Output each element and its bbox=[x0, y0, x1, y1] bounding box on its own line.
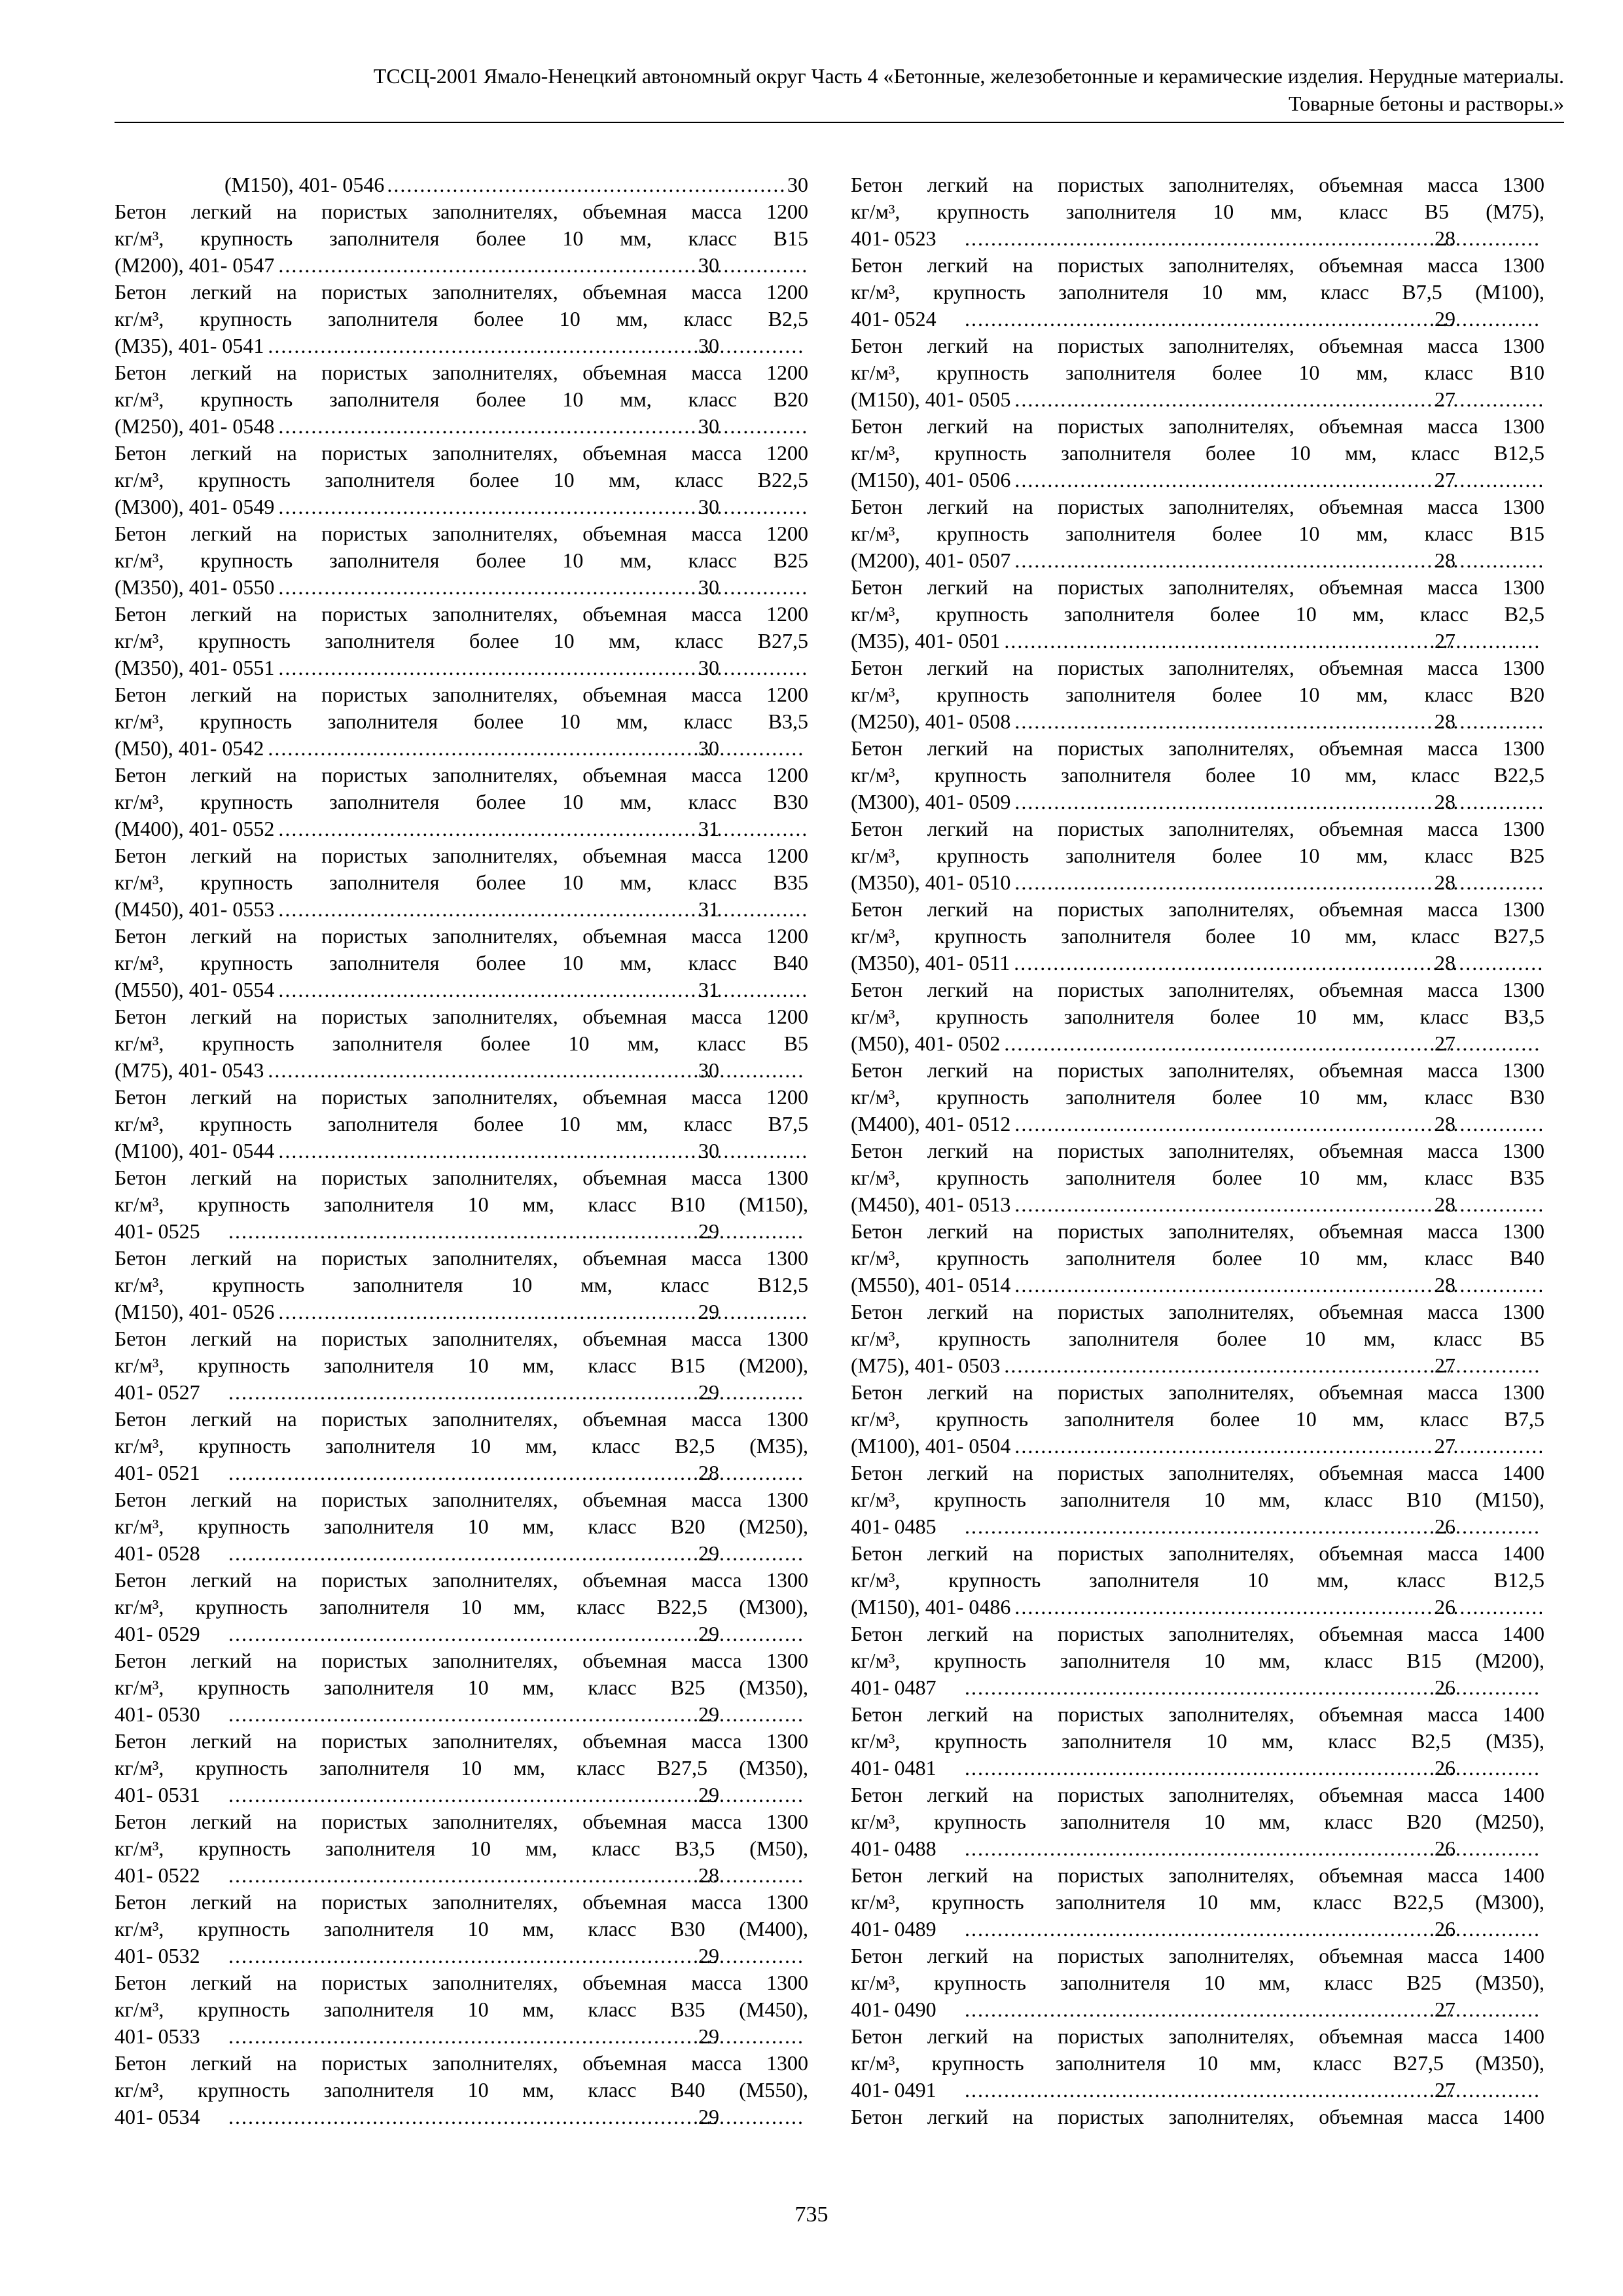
entry-text-line: Бетон легкий на пористых заполнителях, объемная масса 1300 bbox=[115, 1810, 808, 1833]
entry-code: (М100), 401- 0504 bbox=[851, 1434, 1011, 1458]
dot-leader bbox=[1003, 1352, 1542, 1379]
entry-tail: 401- 0490 . . . 27 bbox=[961, 1996, 1544, 2023]
entry-text-line: Бетон легкий на пористых заполнителях, объемная масса 1400 bbox=[851, 2105, 1544, 2128]
index-entry bbox=[851, 735, 1544, 816]
entry-text-line: Бетон легкий на пористых заполнителях, объемная масса 1200 bbox=[115, 361, 808, 384]
index-entry bbox=[851, 574, 1544, 655]
entry-text-line: кг/м³, крупность заполнителя более 10 мм, класс В35 bbox=[115, 870, 808, 894]
index-entry bbox=[851, 493, 1544, 574]
index-entry bbox=[115, 1728, 808, 1808]
index-entry bbox=[851, 1621, 1544, 1701]
entry-text-line: Бетон легкий на пористых заполнителях, объемная масса 1300 bbox=[851, 1300, 1544, 1323]
entry-code: (М150), 401- 0526 bbox=[115, 1300, 275, 1323]
dot-leader bbox=[1013, 547, 1542, 574]
dot-leader bbox=[266, 1057, 806, 1084]
entry-text-line: кг/м³, крупность заполнителя более 10 мм, класс В20 bbox=[851, 683, 1544, 706]
entry-text-line: Бетон легкий на пористых заполнителях, объемная масса 1400 bbox=[851, 1863, 1544, 1887]
entry-text-line: Бетон легкий на пористых заполнителях, объемная масса 1400 bbox=[851, 1944, 1544, 1967]
entry-tail: 401- 0534 . . . 29 bbox=[224, 2104, 808, 2130]
entry-text-line: кг/м³, крупность заполнителя более 10 мм, класс В2,5 bbox=[115, 307, 808, 331]
entry-tail: 401- 0525 . . . 29 bbox=[224, 1218, 808, 1245]
entry-text-line: кг/м³, крупность заполнителя более 10 мм, класс В27,5 bbox=[851, 924, 1544, 948]
index-entry bbox=[115, 1003, 808, 1084]
dot-leader bbox=[277, 413, 806, 440]
entry-text-line: Бетон легкий на пористых заполнителях, объемная масса 1300 bbox=[115, 1488, 808, 1511]
entry-code: (М150), 401- 0486 bbox=[851, 1595, 1011, 1619]
entry-text-line: кг/м³, крупность заполнителя 10 мм, класс В27,5 (М350), bbox=[851, 2051, 1544, 2075]
dot-leader bbox=[277, 655, 806, 681]
entry-code: (М150), 401- 0506 bbox=[851, 468, 1011, 492]
entry-code: (М50), 401- 0502 bbox=[851, 1031, 1001, 1055]
entry-text-line: кг/м³, крупность заполнителя более 10 мм, класс В15 bbox=[115, 226, 808, 250]
entry-text-line: Бетон легкий на пористых заполнителях, объемная масса 1400 bbox=[851, 1622, 1544, 1645]
dot-leader bbox=[1003, 628, 1542, 655]
entry-tail: 401- 0523 . . . 28 bbox=[961, 225, 1544, 252]
entry-text-line: Бетон легкий на пористых заполнителях, объемная масса 1200 bbox=[115, 280, 808, 304]
dot-leader bbox=[1013, 467, 1542, 493]
entry-tail: (М550), 401- 0514 . . . 28 bbox=[961, 1272, 1544, 1299]
dot-leader bbox=[1013, 789, 1542, 816]
index-entry bbox=[851, 655, 1544, 735]
entry-text-line: Бетон легкий на пористых заполнителях, объемная масса 1400 bbox=[851, 1541, 1544, 1565]
entry-tail: (М200), 401- 0507 . . . 28 bbox=[961, 547, 1544, 574]
entry-text-line: Бетон легкий на пористых заполнителях, объемная масса 1300 bbox=[851, 173, 1544, 196]
entry-tail: (М350), 401- 0551 . . . 30 bbox=[224, 655, 808, 681]
entry-tail: (М150), 401- 0526 . . . 29 bbox=[224, 1299, 808, 1325]
entry-tail: 401- 0528 . . . 29 bbox=[224, 1540, 808, 1567]
entry-tail: 401- 0527 . . . 29 bbox=[224, 1379, 808, 1406]
entry-text-line: кг/м³, крупность заполнителя более 10 мм, класс В12,5 bbox=[851, 441, 1544, 465]
entry-text-line: кг/м³, крупность заполнителя более 10 мм, класс В7,5 bbox=[851, 1407, 1544, 1431]
dot-leader bbox=[266, 735, 806, 762]
header-divider bbox=[115, 122, 1564, 123]
entry-code: (М450), 401- 0553 bbox=[115, 897, 275, 921]
entry-text-line: кг/м³, крупность заполнителя более 10 мм, класс В25 bbox=[851, 844, 1544, 867]
entry-text-line: Бетон легкий на пористых заполнителях, объемная масса 1300 bbox=[115, 1246, 808, 1270]
index-entry bbox=[115, 198, 808, 279]
entry-text-line: Бетон легкий на пористых заполнителях, объемная масса 1300 bbox=[851, 817, 1544, 840]
entry-tail: 401- 0481 . . . 26 bbox=[961, 1755, 1544, 1782]
entry-text-line: Бетон легкий на пористых заполнителях, объемная масса 1300 bbox=[115, 1327, 808, 1350]
dot-leader bbox=[277, 977, 806, 1003]
entry-text-line: кг/м³, крупность заполнителя более 10 мм, класс В22,5 bbox=[115, 468, 808, 492]
index-entry-continued bbox=[115, 171, 808, 198]
entry-tail: 401- 0489 . . . 26 bbox=[961, 1916, 1544, 1943]
entry-tail: (М50), 401- 0502 . . . 27 bbox=[961, 1030, 1544, 1057]
index-entry bbox=[851, 332, 1544, 413]
entry-text-line: кг/м³, крупность заполнителя 10 мм, класс В7,5 (М100), bbox=[851, 280, 1544, 304]
entry-text-line: кг/м³, крупность заполнителя 10 мм, класс В12,5 bbox=[115, 1273, 808, 1297]
entry-code: (М150), 401- 0546 bbox=[224, 173, 385, 196]
entry-text-line: Бетон легкий на пористых заполнителях, объемная масса 1300 bbox=[851, 575, 1544, 599]
index-entry-partial bbox=[851, 2104, 1544, 2130]
entry-text-line: кг/м³, крупность заполнителя более 10 мм, класс В30 bbox=[851, 1085, 1544, 1109]
entry-text-line: Бетон легкий на пористых заполнителях, объемная масса 1300 bbox=[851, 334, 1544, 357]
entry-code: (М75), 401- 0543 bbox=[115, 1058, 264, 1082]
index-entry bbox=[851, 1138, 1544, 1218]
entry-tail: 401- 0521 . . . 28 bbox=[224, 1460, 808, 1486]
entry-code: (М550), 401- 0554 bbox=[115, 978, 275, 1001]
entry-tail: 401- 0522 . . . 28 bbox=[224, 1862, 808, 1889]
entry-text-line: кг/м³, крупность заполнителя 10 мм, класс В22,5 (М300), bbox=[115, 1595, 808, 1619]
entry-text-line: кг/м³, крупность заполнителя более 10 мм, класс В30 bbox=[115, 790, 808, 814]
entry-text-line: Бетон легкий на пористых заполнителях, объемная масса 1300 bbox=[115, 1407, 808, 1431]
entry-text-line: кг/м³, крупность заполнителя 10 мм, класс В27,5 (М350), bbox=[115, 1756, 808, 1780]
index-entry bbox=[115, 440, 808, 520]
dot-leader bbox=[1013, 1272, 1542, 1299]
entry-tail: (М550), 401- 0554 . . . 31 bbox=[224, 977, 808, 1003]
entry-text-line: кг/м³, крупность заполнителя более 10 мм, класс В3,5 bbox=[115, 709, 808, 733]
entry-text-line: Бетон легкий на пористых заполнителях, объемная масса 1300 bbox=[115, 1729, 808, 1753]
entry-text-line: кг/м³, крупность заполнителя 10 мм, класс В10 (М150), bbox=[115, 1193, 808, 1216]
entry-tail: (М200), 401- 0547 . . . 30 bbox=[224, 252, 808, 279]
entry-text-line: кг/м³, крупность заполнителя более 10 мм, класс В40 bbox=[115, 951, 808, 975]
entry-tail: 401- 0524 . . . 29 bbox=[961, 306, 1544, 332]
index-entry bbox=[115, 359, 808, 440]
entry-text-line: Бетон легкий на пористых заполнителях, объемная масса 1300 bbox=[115, 2051, 808, 2075]
entry-text-line: Бетон легкий на пористых заполнителях, объемная масса 1200 bbox=[115, 602, 808, 626]
entry-tail: (М350), 401- 0511 . . . 28 bbox=[961, 950, 1544, 977]
index-entry bbox=[115, 1647, 808, 1728]
entry-tail: (М350), 401- 0510 . . . 28 bbox=[961, 869, 1544, 896]
entry-text-line: Бетон легкий на пористых заполнителях, объемная масса 1200 bbox=[115, 522, 808, 545]
entry-text-line: кг/м³, крупность заполнителя более 10 мм, класс В5 bbox=[851, 1327, 1544, 1350]
index-entry bbox=[851, 1701, 1544, 1782]
entry-tail: (М150), 401- 0486 . . . 26 bbox=[961, 1594, 1544, 1621]
index-entry bbox=[851, 896, 1544, 977]
dot-leader bbox=[1013, 708, 1542, 735]
index-entry bbox=[115, 1325, 808, 1406]
entry-text-line: кг/м³, крупность заполнителя более 10 мм, класс В20 bbox=[115, 387, 808, 411]
index-entry bbox=[115, 1969, 808, 2050]
entry-tail: (М250), 401- 0508 . . . 28 bbox=[961, 708, 1544, 735]
entry-text-line: Бетон легкий на пористых заполнителях, объемная масса 1200 bbox=[115, 763, 808, 787]
entry-tail: (М450), 401- 0553 . . . 31 bbox=[224, 896, 808, 923]
index-entry bbox=[115, 681, 808, 762]
entry-text-line: кг/м³, крупность заполнителя 10 мм, класс В5 (М75), bbox=[851, 200, 1544, 223]
index-entry bbox=[115, 923, 808, 1003]
index-entry bbox=[851, 1460, 1544, 1540]
entry-text-line: кг/м³, крупность заполнителя 10 мм, класс В2,5 (М35), bbox=[851, 1729, 1544, 1753]
running-header bbox=[115, 62, 1564, 117]
entry-tail bbox=[224, 171, 808, 198]
page-number: 735 bbox=[794, 2202, 829, 2227]
entry-tail: 401- 0491 . . . 27 bbox=[961, 2077, 1544, 2104]
index-entry bbox=[115, 1245, 808, 1325]
entry-tail: (М150), 401- 0506 . . . 27 bbox=[961, 467, 1544, 493]
entry-tail: 401- 0487 . . . 26 bbox=[961, 1674, 1544, 1701]
index-column-left bbox=[115, 171, 808, 2130]
entry-text-line: Бетон легкий на пористых заполнителях, объемная масса 1200 bbox=[115, 924, 808, 948]
entry-text-line: кг/м³, крупность заполнителя более 10 мм, класс В3,5 bbox=[851, 1005, 1544, 1028]
entry-text-line: Бетон легкий на пористых заполнителях, объемная масса 1200 bbox=[115, 441, 808, 465]
index-entry bbox=[851, 977, 1544, 1057]
entry-code: (М250), 401- 0508 bbox=[851, 709, 1011, 733]
entry-text-line: кг/м³, крупность заполнителя 10 мм, класс В30 (М400), bbox=[115, 1917, 808, 1941]
entry-code: (М100), 401- 0544 bbox=[115, 1139, 275, 1162]
index-entry bbox=[115, 520, 808, 601]
dot-leader bbox=[1013, 1111, 1542, 1138]
index-entry bbox=[115, 1084, 808, 1164]
index-entry bbox=[851, 1862, 1544, 1943]
entry-code: (М550), 401- 0514 bbox=[851, 1273, 1011, 1297]
index-entry bbox=[115, 762, 808, 842]
entry-text-line: Бетон легкий на пористых заполнителях, объемная масса 1300 bbox=[851, 978, 1544, 1001]
entry-text-line: Бетон легкий на пористых заполнителях, объемная масса 1300 bbox=[851, 897, 1544, 921]
dot-leader bbox=[1013, 386, 1542, 413]
dot-leader bbox=[277, 816, 806, 842]
dot-leader bbox=[1012, 950, 1542, 977]
entry-text-line: Бетон легкий на пористых заполнителях, объемная масса 1200 bbox=[115, 200, 808, 223]
entry-code: (М300), 401- 0509 bbox=[851, 790, 1011, 814]
entry-text-line: кг/м³, крупность заполнителя более 10 мм, класс В35 bbox=[851, 1166, 1544, 1189]
entry-text-line: кг/м³, крупность заполнителя 10 мм, класс В40 (М550), bbox=[115, 2078, 808, 2102]
entry-text-line: Бетон легкий на пористых заполнителях, объемная масса 1300 bbox=[851, 1219, 1544, 1243]
entry-text-line: кг/м³, крупность заполнителя 10 мм, класс В25 (М350), bbox=[115, 1676, 808, 1699]
index-entry bbox=[851, 1943, 1544, 2023]
entry-code: (М50), 401- 0542 bbox=[115, 736, 264, 760]
index-entry bbox=[115, 1406, 808, 1486]
entry-text-line: кг/м³, крупность заполнителя более 10 мм, класс В25 bbox=[115, 548, 808, 572]
entry-tail: (М250), 401- 0548 . . . 30 bbox=[224, 413, 808, 440]
entry-code: (М400), 401- 0512 bbox=[851, 1112, 1011, 1136]
index-entry bbox=[115, 601, 808, 681]
entry-code: (М350), 401- 0550 bbox=[115, 575, 275, 599]
entry-text-line: кг/м³, крупность заполнителя 10 мм, класс В20 (М250), bbox=[115, 1515, 808, 1538]
entry-tail: (М400), 401- 0552 . . . 31 bbox=[224, 816, 808, 842]
entry-tail: (М300), 401- 0549 . . . 30 bbox=[224, 493, 808, 520]
entry-code: (М350), 401- 0551 bbox=[115, 656, 275, 679]
entry-code: (М450), 401- 0513 bbox=[851, 1193, 1011, 1216]
dot-leader bbox=[277, 1299, 806, 1325]
entry-text-line: кг/м³, крупность заполнителя более 10 мм, класс В40 bbox=[851, 1246, 1544, 1270]
entry-tail: 401- 0531 . . . 29 bbox=[224, 1782, 808, 1808]
entry-code: (М350), 401- 0511 bbox=[851, 951, 1010, 975]
index-column-right bbox=[851, 171, 1544, 2130]
entry-code: (М200), 401- 0547 bbox=[115, 253, 275, 277]
entry-text-line: Бетон легкий на пористых заполнителях, объемная масса 1300 bbox=[115, 1890, 808, 1914]
entry-tail: (М35), 401- 0501 . . . 27 bbox=[961, 628, 1544, 655]
entry-text-line: Бетон легкий на пористых заполнителях, объемная масса 1300 bbox=[851, 1139, 1544, 1162]
entry-text-line: Бетон легкий на пористых заполнителях, объемная масса 1300 bbox=[115, 1971, 808, 1994]
entry-text-line: кг/м³, крупность заполнителя 10 мм, класс В15 (М200), bbox=[851, 1649, 1544, 1672]
entry-text-line: Бетон легкий на пористых заполнителях, объемная масса 1300 bbox=[851, 656, 1544, 679]
entry-text-line: кг/м³, крупность заполнителя более 10 мм, класс В5 bbox=[115, 1031, 808, 1055]
dot-leader bbox=[1013, 1433, 1542, 1460]
entry-code: (М35), 401- 0541 bbox=[115, 334, 264, 357]
entry-code: (М150), 401- 0505 bbox=[851, 387, 1011, 411]
entry-text-line: кг/м³, крупность заполнителя 10 мм, класс В25 (М350), bbox=[851, 1971, 1544, 1994]
index-entry bbox=[115, 842, 808, 923]
entry-tail: (М75), 401- 0543 . . . 30 bbox=[224, 1057, 808, 1084]
entry-tail: (М100), 401- 0544 . . . 30 bbox=[224, 1138, 808, 1164]
entry-text-line: кг/м³, крупность заполнителя более 10 мм, класс В27,5 bbox=[115, 629, 808, 653]
entry-code: (М35), 401- 0501 bbox=[851, 629, 1001, 653]
entry-code: (М250), 401- 0548 bbox=[115, 414, 275, 438]
entry-text-line: кг/м³, крупность заполнителя 10 мм, класс В2,5 (М35), bbox=[115, 1434, 808, 1458]
index-entry bbox=[851, 171, 1544, 252]
entry-text-line: Бетон легкий на пористых заполнителях, объемная масса 1200 bbox=[115, 683, 808, 706]
entry-tail: (М75), 401- 0503 . . . 27 bbox=[961, 1352, 1544, 1379]
entry-tail: 401- 0485 . . . 26 bbox=[961, 1513, 1544, 1540]
entry-tail: (М300), 401- 0509 . . . 28 bbox=[961, 789, 1544, 816]
entry-text-line: кг/м³, крупность заполнителя 10 мм, класс В20 (М250), bbox=[851, 1810, 1544, 1833]
dot-leader bbox=[387, 171, 785, 198]
index-entry bbox=[851, 252, 1544, 332]
index-entry bbox=[115, 279, 808, 359]
entry-tail: (М35), 401- 0541 . . . 30 bbox=[224, 332, 808, 359]
entry-text-line: Бетон легкий на пористых заполнителях, объемная масса 1300 bbox=[115, 1649, 808, 1672]
entry-tail: (М100), 401- 0504 . . . 27 bbox=[961, 1433, 1544, 1460]
index-entry bbox=[851, 816, 1544, 896]
dot-leader bbox=[277, 1138, 806, 1164]
entry-text-line: Бетон легкий на пористых заполнителях, объемная масса 1300 bbox=[115, 1568, 808, 1592]
entry-text-line: Бетон легкий на пористых заполнителях, объемная масса 1400 bbox=[851, 2024, 1544, 2048]
entry-text-line: Бетон легкий на пористых заполнителях, объемная масса 1300 bbox=[851, 414, 1544, 438]
index-entry bbox=[851, 1299, 1544, 1379]
entry-code: (М200), 401- 0507 bbox=[851, 548, 1011, 572]
index-entry bbox=[851, 1782, 1544, 1862]
entry-text-line: кг/м³, крупность заполнителя более 10 мм, класс В22,5 bbox=[851, 763, 1544, 787]
entry-tail: 401- 0530 . . . 29 bbox=[224, 1701, 808, 1728]
entry-text-line: Бетон легкий на пористых заполнителях, объемная масса 1300 bbox=[851, 1058, 1544, 1082]
dot-leader bbox=[277, 574, 806, 601]
dot-leader bbox=[1013, 1191, 1542, 1218]
entry-tail: (М400), 401- 0512 . . . 28 bbox=[961, 1111, 1544, 1138]
entry-code: (М300), 401- 0549 bbox=[115, 495, 275, 518]
dot-leader bbox=[1013, 869, 1542, 896]
index-entry bbox=[115, 1164, 808, 1245]
entry-text-line: кг/м³, крупность заполнителя 10 мм, класс В35 (М450), bbox=[115, 1998, 808, 2021]
entry-text-line: кг/м³, крупность заполнителя более 10 мм, класс В2,5 bbox=[851, 602, 1544, 626]
entry-text-line: Бетон легкий на пористых заполнителях, объемная масса 1300 bbox=[851, 736, 1544, 760]
dot-leader bbox=[266, 332, 806, 359]
entry-text-line: Бетон легкий на пористых заполнителях, объемная масса 1400 bbox=[851, 1783, 1544, 1806]
index-entry bbox=[851, 1540, 1544, 1621]
dot-leader bbox=[277, 252, 806, 279]
dot-leader bbox=[277, 493, 806, 520]
entry-tail: 401- 0532 . . . 29 bbox=[224, 1943, 808, 1969]
entry-tail: 401- 0529 . . . 29 bbox=[224, 1621, 808, 1647]
entry-tail: (М150), 401- 0505 . . . 27 bbox=[961, 386, 1544, 413]
header-title-line1: ТССЦ-2001 Ямало-Ненецкий автономный округ Часть 4 «Бетонные, железобетонные и керамические изделия. Нерудные материалы. bbox=[373, 64, 1564, 88]
index-entry bbox=[851, 2023, 1544, 2104]
dot-leader bbox=[1013, 1594, 1542, 1621]
header-title-line2: Товарные бетоны и растворы.» bbox=[1288, 92, 1564, 115]
index-entry bbox=[115, 2050, 808, 2130]
index-entry bbox=[851, 1218, 1544, 1299]
entry-text-line: кг/м³, крупность заполнителя более 10 мм, класс В10 bbox=[851, 361, 1544, 384]
entry-text-line: Бетон легкий на пористых заполнителях, объемная масса 1300 bbox=[851, 495, 1544, 518]
entry-text-line: Бетон легкий на пористых заполнителях, объемная масса 1200 bbox=[115, 1005, 808, 1028]
entry-text-line: кг/м³, крупность заполнителя 10 мм, класс В15 (М200), bbox=[115, 1354, 808, 1377]
entry-text-line: кг/м³, крупность заполнителя 10 мм, класс В12,5 bbox=[851, 1568, 1544, 1592]
entry-text-line: кг/м³, крупность заполнителя более 10 мм, класс В15 bbox=[851, 522, 1544, 545]
entry-text-line: кг/м³, крупность заполнителя более 10 мм, класс В7,5 bbox=[115, 1112, 808, 1136]
entry-text-line: Бетон легкий на пористых заполнителях, объемная масса 1300 bbox=[851, 253, 1544, 277]
entry-tail: (М450), 401- 0513 . . . 28 bbox=[961, 1191, 1544, 1218]
entry-tail: 401- 0533 . . . 29 bbox=[224, 2023, 808, 2050]
entry-text-line: Бетон легкий на пористых заполнителях, объемная масса 1300 bbox=[851, 1380, 1544, 1404]
index-entry bbox=[115, 1486, 808, 1567]
entry-text-line: Бетон легкий на пористых заполнителях, объемная масса 1300 bbox=[115, 1166, 808, 1189]
entry-text-line: кг/м³, крупность заполнителя 10 мм, класс В3,5 (М50), bbox=[115, 1837, 808, 1860]
entry-text-line: кг/м³, крупность заполнителя 10 мм, класс В22,5 (М300), bbox=[851, 1890, 1544, 1914]
index-entry bbox=[115, 1889, 808, 1969]
entry-code: (М75), 401- 0503 bbox=[851, 1354, 1001, 1377]
entry-text-line: Бетон легкий на пористых заполнителях, объемная масса 1200 bbox=[115, 1085, 808, 1109]
entry-tail: (М350), 401- 0550 . . . 30 bbox=[224, 574, 808, 601]
entry-code: (М350), 401- 0510 bbox=[851, 870, 1011, 894]
entry-tail: (М50), 401- 0542 . . . 30 bbox=[224, 735, 808, 762]
entry-tail: 401- 0488 . . . 26 bbox=[961, 1835, 1544, 1862]
entry-code: (М400), 401- 0552 bbox=[115, 817, 275, 840]
index-entry bbox=[851, 1057, 1544, 1138]
index-entry bbox=[851, 413, 1544, 493]
index-entry bbox=[851, 1379, 1544, 1460]
entry-page: 30 bbox=[787, 173, 808, 196]
dot-leader bbox=[277, 896, 806, 923]
entry-text-line: Бетон легкий на пористых заполнителях, объемная масса 1200 bbox=[115, 844, 808, 867]
index-entry bbox=[115, 1808, 808, 1889]
entry-text-line: Бетон легкий на пористых заполнителях, объемная масса 1400 bbox=[851, 1702, 1544, 1726]
entry-text-line: Бетон легкий на пористых заполнителях, объемная масса 1400 bbox=[851, 1461, 1544, 1484]
dot-leader bbox=[1003, 1030, 1542, 1057]
index-entry bbox=[115, 1567, 808, 1647]
entry-text-line: кг/м³, крупность заполнителя 10 мм, класс В10 (М150), bbox=[851, 1488, 1544, 1511]
